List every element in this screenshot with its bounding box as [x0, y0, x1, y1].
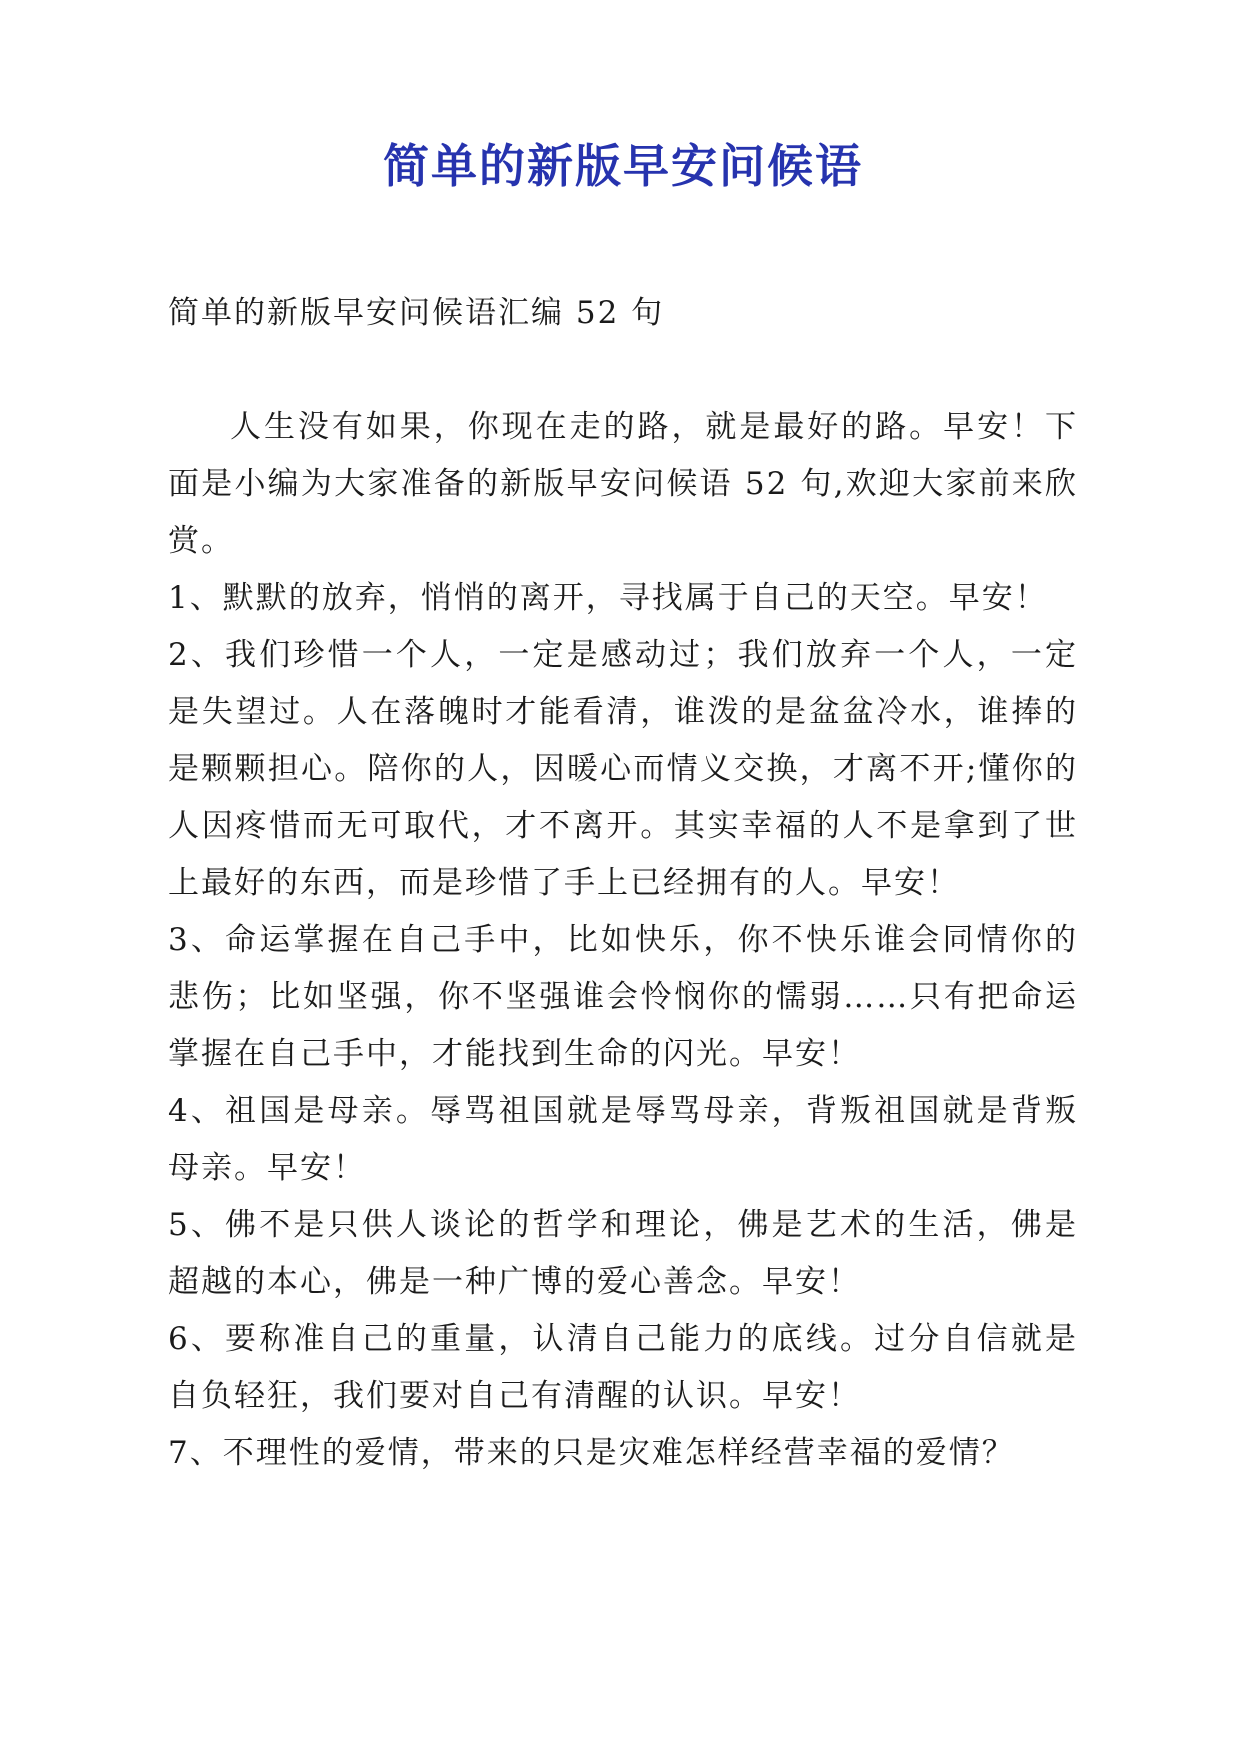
greeting-item-7: 7、不理性的爱情，带来的只是灾难怎样经营幸福的爱情？ — [168, 1435, 1015, 1471]
document-content — [168, 135, 1078, 1482]
greeting-item-6: 6、要称准自己的重量，认清自己能力的底线。过分自信就是自负轻狂，我们要对自己有清醒的认识。早安！ — [168, 1321, 1078, 1414]
greeting-item-4: 4、祖国是母亲。辱骂祖国就是辱骂母亲，背叛祖国就是背叛母亲。早安！ — [168, 1093, 1078, 1186]
greeting-item-5: 5、佛不是只供人谈论的哲学和理论，佛是艺术的生活，佛是超越的本心，佛是一种广博的爱心善念。早安！ — [168, 1207, 1078, 1300]
greeting-item-1: 1、默默的放弃，悄悄的离开，寻找属于自己的天空。早安！ — [168, 580, 1048, 616]
greeting-item-3: 3、命运掌握在自己手中，比如快乐，你不快乐谁会同情你的悲伤；比如坚强，你不坚强谁会怜悯你的懦弱……只有把命运掌握在自己手中，才能找到生命的闪光。早安！ — [168, 922, 1078, 1072]
greeting-item-2: 2、我们珍惜一个人，一定是感动过；我们放弃一个人，一定是失望过。人在落魄时才能看清，谁泼的是盆盆冷水，谁捧的是颗颗担心。陪你的人，因暖心而情义交换，才离不开;懂你的人因疼惜而无可取代，才不离开。其实幸福的人不是拿到了世上最好的东西，而是珍惜了手上已经拥有的人。早安！ — [168, 637, 1078, 901]
document-body — [168, 399, 1078, 1482]
document-title: 简单的新版早安问候语 — [383, 139, 863, 193]
document-subtitle: 简单的新版早安问候语汇编 52 句 — [168, 295, 665, 331]
intro-paragraph: 人生没有如果，你现在走的路，就是最好的路。早安！下面是小编为大家准备的新版早安问候语 52 句,欢迎大家前来欣赏。 — [168, 409, 1078, 559]
